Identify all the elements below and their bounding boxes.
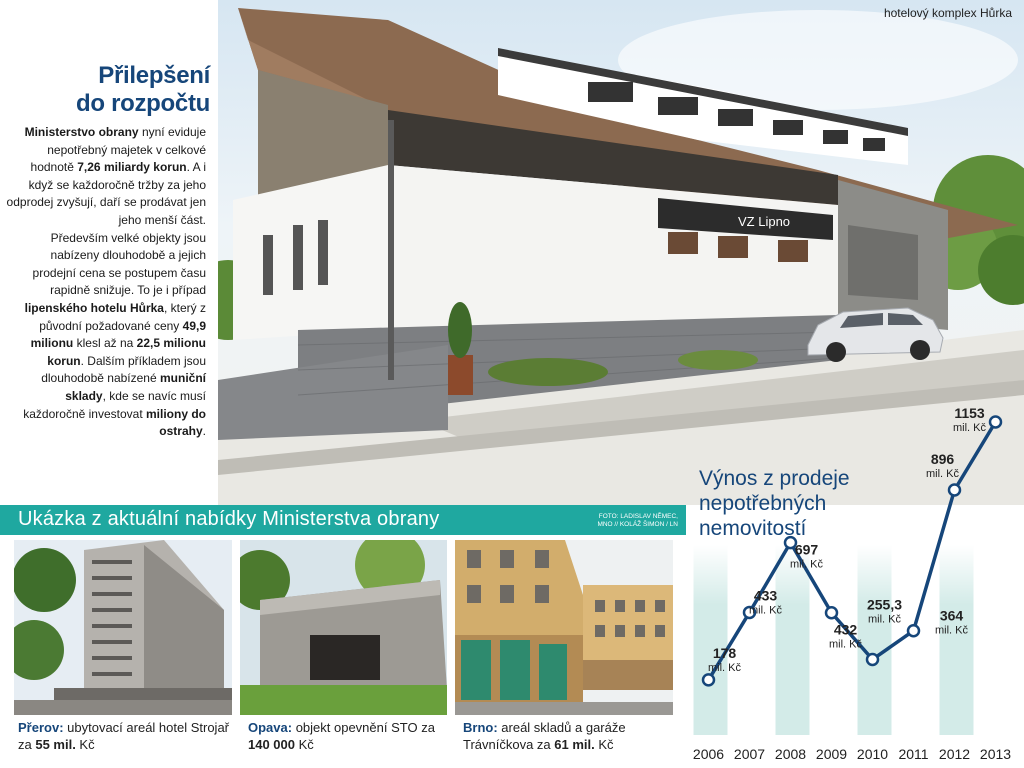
photo-caption: hotelový komplex Hůrka: [883, 6, 1012, 20]
offer-price: 140 000: [248, 737, 295, 752]
text-span: , který z původní požadované ceny: [39, 300, 206, 333]
data-label-value: 1153: [954, 405, 985, 421]
text-span: . A i když se každoročně tržby za jeho odprodej zvyšují, daří se prodávat jen jeho menší část.: [6, 160, 206, 227]
data-label-unit: mil. Kč: [749, 604, 782, 617]
chart-title: [699, 466, 869, 541]
x-tick-label: 2007: [733, 746, 766, 762]
offer-city: Přerov:: [18, 720, 64, 735]
data-label-unit: mil. Kč: [953, 422, 986, 434]
data-point: [867, 654, 878, 665]
offers-header-band: [0, 505, 686, 535]
data-point: [949, 484, 960, 495]
x-tick-label: 2011: [898, 746, 929, 762]
offer-caption-brno: [463, 719, 678, 753]
data-label-value: 178: [712, 644, 737, 661]
offer-currency: Kč: [75, 737, 95, 752]
offer-currency: Kč: [295, 737, 314, 752]
data-label-unit: mil. Kč: [790, 558, 823, 571]
photo-credit: [578, 513, 678, 529]
bold-hotel: lipenského hotelu Hůrka: [24, 300, 164, 315]
offer-currency: Kč: [594, 737, 614, 752]
offer-city: Opava:: [248, 720, 293, 735]
text-span: klesl až na: [73, 336, 137, 351]
data-point: [908, 625, 919, 636]
x-tick-label: 2010: [856, 746, 889, 762]
data-label-unit: mil. Kč: [829, 638, 862, 651]
data-label-value: 255,3: [866, 596, 903, 613]
article-paragraph-1: [6, 124, 206, 230]
text-span: Především velké objekty jsou nabízeny dlouhodobě a jejich prodejní cena se postupem času rapidně snižuje. To je i případ: [32, 230, 206, 298]
offer-text: ubytovací areál hotel Strojař za: [18, 720, 230, 752]
data-label-value: 432: [833, 621, 858, 638]
offers-title: Ukázka z aktuální nabídky Ministerstva obrany: [18, 508, 440, 530]
data-label-value: 697: [794, 541, 819, 558]
offer-caption-opava: [248, 719, 453, 753]
data-label-value: 364: [939, 607, 964, 624]
offer-photo-opava: [240, 540, 447, 715]
data-label-unit: mil. Kč: [935, 624, 968, 637]
data-point: [826, 607, 837, 618]
chart-title-line-3: nemovitostí: [699, 517, 807, 540]
text-span: .: [202, 424, 206, 439]
headline-line-2: do rozpočtu: [75, 90, 210, 117]
band-fade: [686, 545, 1024, 605]
bold-depots: muniční sklady: [65, 371, 206, 403]
data-label-value: 896: [930, 450, 955, 467]
offer-photo-brno: [455, 540, 673, 715]
bold-amount: 7,26 miliardy korun: [77, 160, 187, 175]
x-tick-label: 2006: [692, 746, 725, 762]
article-headline: [10, 62, 210, 118]
offer-text: objekt opevnění STO za: [292, 720, 435, 735]
text-span: nyní eviduje nepotřebný majetek v celkové hodnotě: [30, 125, 206, 175]
offer-caption-prerov: [18, 719, 233, 753]
revenue-line-chart: [686, 395, 1024, 768]
data-label-unit: mil. Kč: [926, 467, 959, 480]
data-point: [990, 417, 1001, 428]
credit-line-1: FOTO: LADISLAV NĚMEC,: [598, 513, 678, 520]
bold-price-from: 49,9 milionu: [30, 318, 206, 351]
offer-photo-prerov: [14, 540, 232, 715]
offer-city: Brno:: [463, 720, 498, 735]
article-body: [6, 124, 206, 441]
chart-title-line-2: nepotřebných: [699, 492, 827, 515]
chart-title-line-1: Výnos z prodeje: [699, 467, 850, 490]
x-tick-label: 2008: [774, 746, 807, 762]
x-tick-label: 2009: [815, 746, 848, 762]
offer-price: 61 mil.: [554, 737, 595, 752]
credit-line-2: MNO // KOLÁŽ ŠIMON / LN: [597, 521, 678, 528]
window: [588, 82, 633, 102]
bold-ministry: Ministerstvo obrany: [24, 125, 139, 139]
bold-price-to: 22,5 milionu korun: [47, 336, 206, 368]
x-tick-label: 2012: [938, 746, 971, 762]
data-point: [703, 674, 714, 685]
offer-price: 55 mil.: [35, 737, 76, 752]
x-tick-label: 2013: [979, 746, 1012, 762]
data-label-unit: mil. Kč: [868, 613, 901, 626]
data-label-unit: mil. Kč: [708, 661, 741, 674]
headline-line-1: Přilepšení: [98, 62, 210, 89]
bold-millions: miliony do ostrahy: [146, 406, 206, 439]
offer-text: areál skladů a garáže Trávníčkova za: [463, 720, 626, 752]
text-span: . Dalším příkladem jsou dlouhodobě nabízené: [41, 353, 206, 386]
article-paragraph-2: [6, 230, 206, 441]
data-label-value: 433: [753, 587, 778, 604]
hotel-sign-text: VZ Lipno: [738, 214, 791, 229]
text-span: , kde se navíc musí každoročně investovat: [23, 388, 206, 421]
